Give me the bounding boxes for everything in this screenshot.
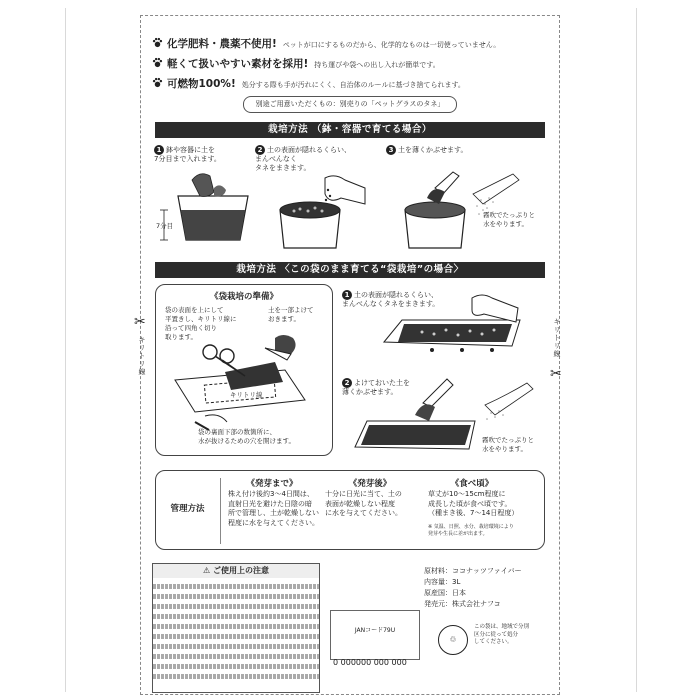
- sow-seeds-illustration: [270, 168, 380, 253]
- s2-water-text: 霧吹でたっぷりと 水をやります。: [482, 436, 534, 453]
- feature-title: 可燃物100%!: [167, 78, 236, 90]
- feature-1: [152, 36, 500, 51]
- paw-icon: [152, 57, 163, 68]
- feature-title: 軽くて扱いやすい素材を採用!: [167, 58, 309, 70]
- right-cut-label: キリトリ線: [553, 318, 561, 358]
- recycle-text: この袋は、地域で分別 区分に従って処分 してください。: [474, 624, 530, 645]
- step-text: 鉢や容器に土を 7分目まで入れます。: [154, 146, 221, 163]
- spec-key: 原材料: [424, 567, 445, 575]
- mg-col1-title: 《発芽まで》: [246, 479, 298, 489]
- mg-col3-title: 《食べ頃》: [450, 479, 494, 489]
- caution-text-line: [153, 654, 319, 659]
- scissors-icon: ✂: [134, 314, 146, 330]
- hole-text: 袋の裏面下部の数箇所に、 水が抜けるための穴を開けます。: [198, 428, 295, 445]
- pot-fill-illustration: [152, 168, 262, 250]
- spec-material: 原材料：ココナッツファイバー: [424, 567, 522, 575]
- step-number: 1: [342, 290, 352, 300]
- caution-text-line: [153, 604, 319, 609]
- feature-desc: 持ち運びや袋への出し入れが簡単です。: [314, 61, 440, 69]
- section2-title: 栽培方法 〈この袋のまま育てる“袋栽培”の場合〉: [155, 262, 545, 278]
- right-guide-line: [636, 8, 637, 692]
- spec-key: 発売元: [424, 600, 445, 608]
- spec-value: 株式会社ナフコ: [452, 600, 501, 608]
- seed-note: 別途ご用意いただくもの：別売りの「ペットグラスのタネ」: [243, 96, 457, 113]
- mg-col2-text: 十分に日光に当て、土の 表面が乾燥しない程度 に水を与えてください。: [325, 490, 402, 517]
- scissors-icon: ✂: [550, 366, 562, 382]
- prep-side-text: 土を一部よけて おきます。: [268, 306, 314, 323]
- left-cut-label: キリトリ線: [138, 336, 146, 376]
- spec-distributor: 発売元：株式会社ナフコ: [424, 600, 501, 608]
- s1-step-3: [386, 145, 467, 155]
- step-number: 2: [342, 378, 352, 388]
- mg-col2-title: 《発芽後》: [348, 479, 392, 489]
- feature-desc: 処分する際も手が汚れにくく、自治体のルールに基づき捨てられます。: [241, 81, 465, 89]
- feature-desc: ペットが口にするものだから、化学的なものは一切使っていません。: [282, 41, 501, 49]
- spec-value: 日本: [452, 589, 466, 597]
- caution-text-line: [153, 674, 319, 679]
- caution-text-line: [153, 634, 319, 639]
- warning-icon: ⚠: [203, 566, 211, 575]
- caution-title-text: ご使用上の注意: [212, 566, 269, 575]
- step-number: 2: [255, 145, 265, 155]
- spec-key: 原産国: [424, 589, 445, 597]
- caution-box: [152, 563, 320, 693]
- feature-2: [152, 56, 440, 71]
- paw-icon: [152, 37, 163, 48]
- mg-footnote: ※ 気温、日照、水分、栽培環境により 発芽や生長に差が出ます。: [428, 524, 514, 537]
- spec-origin: 原産国：日本: [424, 589, 466, 597]
- step-text: 土を薄くかぶせます。: [398, 146, 468, 154]
- jan-label: JANコード79U: [354, 627, 396, 634]
- step-text: 土の表面が隠れるくらい、 まんべんなく タネをまきます。: [255, 146, 351, 172]
- caution-text-line: [153, 614, 319, 619]
- cut-line-label: キリトリ線: [230, 391, 263, 399]
- jan-number: 0 000000 000 000: [333, 658, 407, 667]
- bag-sow-illustration: [372, 290, 542, 370]
- paw-icon: [152, 77, 163, 88]
- divider: [220, 478, 221, 544]
- s1-water-text: 霧吹でたっぷりと 水をやります。: [483, 211, 535, 228]
- caution-title: [153, 564, 319, 578]
- spec-volume: 内容量：3L: [424, 578, 461, 586]
- section1-title: 栽培方法 （鉢・容器で育てる場合）: [155, 122, 545, 138]
- mg-col1-text: 株え付け後約3〜4日間は、 直射日光を避けた日陰の暗 所で管理し、土が乾燥しない 程度に水を与えてください。: [228, 490, 319, 527]
- feature-title: 化学肥料・農薬不使用!: [167, 38, 277, 50]
- prep-title: 《袋栽培の準備》: [209, 292, 278, 302]
- spec-value: ココナッツファイバー: [452, 567, 522, 575]
- step-text: 土の表面が隠れるくらい、 まんべんなくタネをまきます。: [342, 291, 440, 308]
- feature-3: [152, 76, 465, 91]
- mg-col3-text: 草丈が10〜15cm程度に 成長した頃が食べ頃です。 （種まき後、7〜14日程度）: [428, 490, 519, 517]
- caution-text-line: [153, 644, 319, 649]
- step-number: 3: [386, 145, 396, 155]
- left-guide-line: [65, 8, 66, 692]
- prep-text: 袋の表面を上にして 平置きし、キリトリ線に 沿って四角く切り 取ります。: [165, 306, 237, 341]
- caution-text-line: [153, 594, 319, 599]
- caution-text-line: [153, 624, 319, 629]
- jan-barcode: [330, 610, 420, 660]
- bag-cut-illustration: [165, 330, 325, 435]
- step-text: よけておいた土を 薄くかぶせます。: [342, 379, 410, 396]
- caution-text-line: [153, 664, 319, 669]
- spec-key: 内容量: [424, 578, 445, 586]
- step-number: 1: [154, 145, 164, 155]
- caution-text-line: [153, 584, 319, 589]
- s1-step-1: [154, 145, 221, 164]
- measure-label: 7分目: [156, 222, 174, 230]
- recycle-icon: ♲: [438, 625, 468, 655]
- spec-value: 3L: [452, 578, 461, 586]
- management-label: 管理方法: [170, 504, 205, 514]
